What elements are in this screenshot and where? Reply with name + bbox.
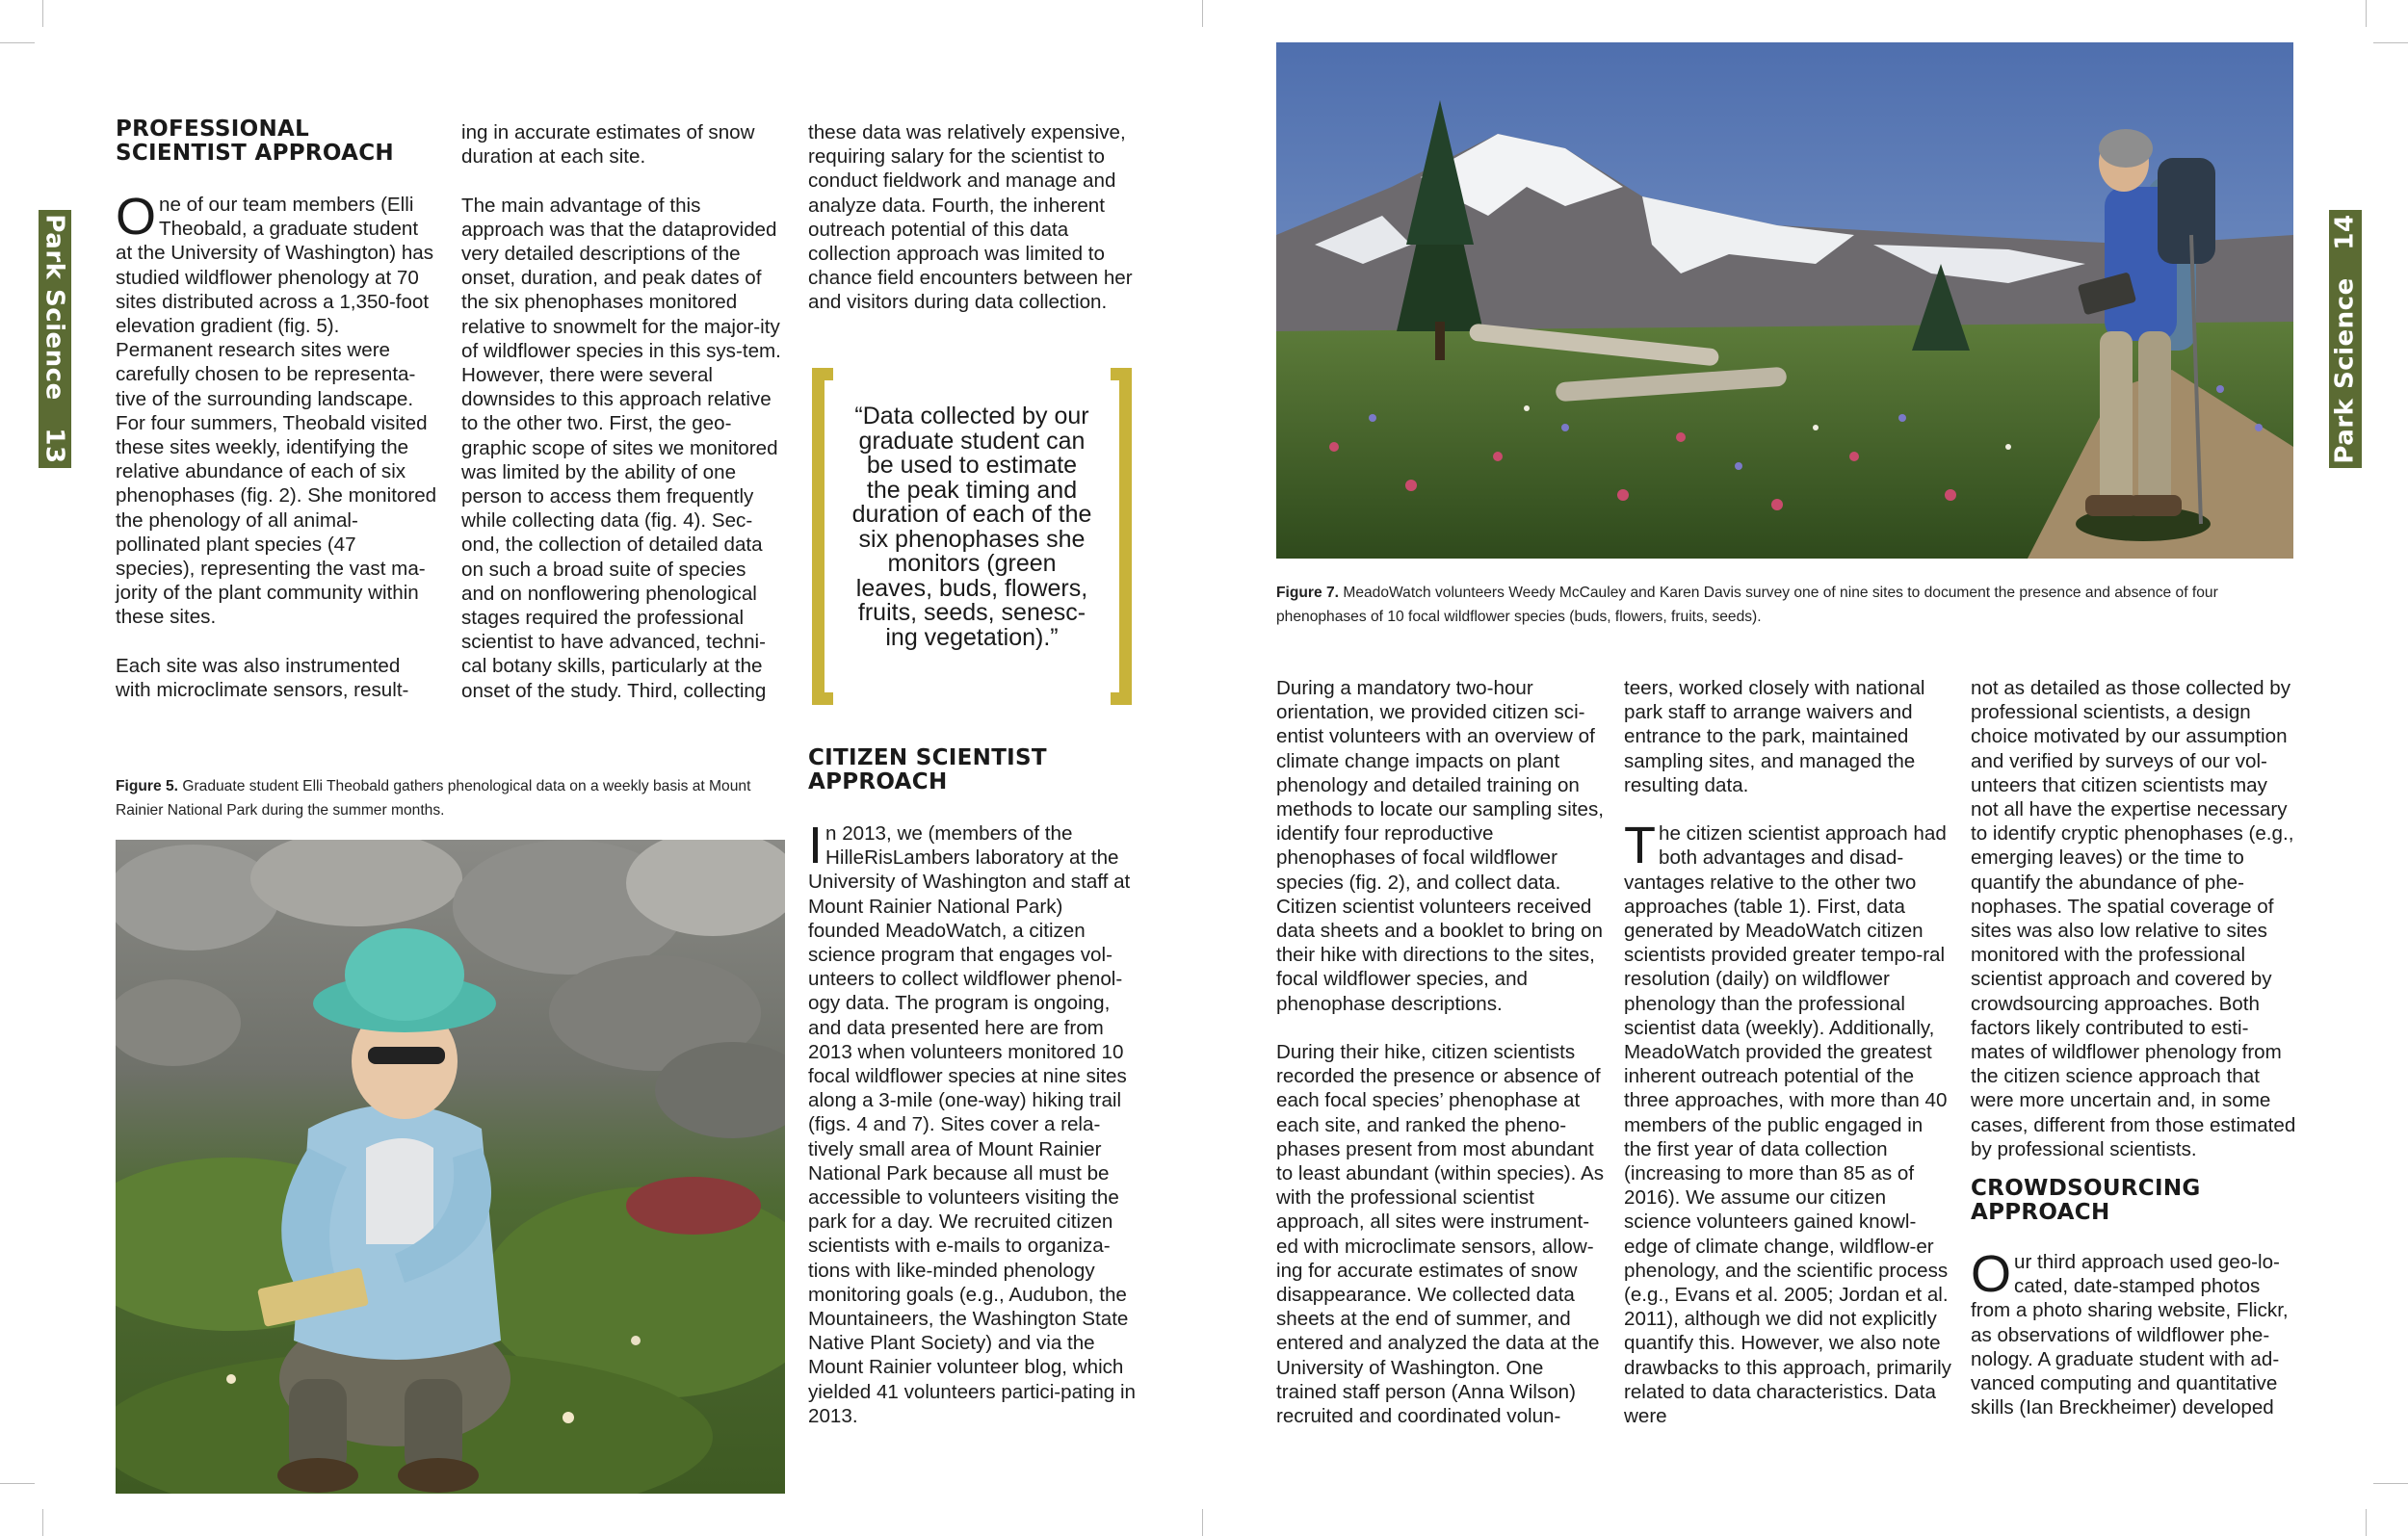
section-heading-crowdsourcing: CROWDSOURCING APPROACH [1971, 1176, 2201, 1226]
paragraph: One of our team members (Elli Theobald, a graduate student at the University of Washington) has studied wildflower phenology at 70 sites distributed across a 1,350-foot elevation gradient (fig. 5). Permanent research sites were carefully chosen to be representa-tive of the surrounding landscape. For four summers, Theobald visited these sites weekly, identifying the relative abundance of each of six phenophases (fig. 2). She monitored the phenology of all animal-pollinated plant species (47 species), representing the vast ma-jority of the plant community within these sites. [116, 188, 437, 629]
drop-cap: T [1624, 817, 1656, 875]
right-column-3 [1971, 676, 2298, 1419]
crop-mark [0, 42, 35, 43]
crop-mark [2373, 1483, 2408, 1484]
crop-mark [2366, 1509, 2367, 1536]
paragraph: ing in accurate estimates of snow duration at each site. [461, 121, 755, 169]
crop-mark [1202, 1509, 1203, 1536]
page-tab-right [2329, 210, 2362, 468]
right-column-1 [1276, 676, 1604, 1428]
page-tab-left [39, 210, 71, 468]
figure-7-photo [1276, 42, 2293, 559]
crop-mark [42, 1509, 43, 1536]
left-column-3 [808, 120, 1136, 315]
page-number: 14 [2331, 214, 2360, 250]
figure-label: Figure 5. [116, 778, 178, 794]
drop-cap: O [116, 188, 157, 246]
paragraph: Each site was also instrumented with microclimate sensors, result- [116, 654, 409, 702]
drop-cap: I [808, 817, 824, 874]
paragraph: In 2013, we (members of the HilleRisLambers laboratory at the University of Washington and staff at Mount Rainier National Park) founded MeadoWatch, a citizen science program that engages vol-unteers to collect wildflower phenol-ogy data. The program is ongoing, and data presented here are from 2013 when volunteers monitored 10 focal wildflower species at nine sites along a 3-mile (one-way) hiking trail (figs. 4 and 7). Sites cover a rela-tively small area of Mount Rainier National Park because all must be accessible to volunteers visiting the park for a day. We recruited citizen scientists with e-mails to organiza-tions with like-minded phenology monitoring goals (e.g., Audubon, the Mountaineers, the Washington State Native Plant Society) and via the Mount Rainier volunteer blog, which yielded 41 volunteers partici-pating in 2013. [808, 817, 1136, 1427]
crop-mark [2366, 0, 2367, 27]
meadow-survey-photo [1276, 42, 2293, 559]
paragraph: teers, worked closely with national park staff to arrange waivers and entrance to the park, maintained sampling sites, and managed the resulting data. [1624, 677, 1925, 796]
figure-5-caption: Figure 5. Graduate student Elli Theobald gathers phenological data on a weekly basis at Mount Rainier National Park during the summer months. [116, 778, 751, 819]
section-heading-citizen: CITIZEN SCIENTIST APPROACH [808, 745, 1047, 794]
paragraph: During a mandatory two-hour orientation, we provided citizen sci-entist volunteers with an overview of climate change impacts on plant phenology and detailed training on methods to locate our sampling sites, identify four reproductive phenophases of focal wildflower species (fig. 2), and collect data. Citizen scientist volunteers received data sheets and a booklet to bring on their hike with directions to the sites, focal wildflower species, and phenophase descriptions. [1276, 677, 1604, 1015]
paragraph: these data was relatively expensive, requiring salary for the scientist to conduct fieldwork and manage and analyze data. Fourth, the inherent outreach potential of this data collection approach was limited to chance field encounters between her and visitors during data collection. [808, 121, 1133, 314]
page-tab-label: Park Science 13 [40, 214, 69, 464]
right-column-2 [1624, 676, 1951, 1428]
crop-mark [0, 1483, 35, 1484]
pull-quote [812, 368, 1132, 705]
page-tab-label: Park Science 14 [2331, 214, 2360, 464]
paragraph: During their hike, citizen scientists recorded the presence or absence of each focal species’ phenophase at each site, and ranked the pheno-phases present from most abundant to least abundant (within species). As with the professional scientist approach, all sites were instrument-ed with microclimate sensors, allow-ing for accurate estimates of snow disappearance. We collected data sheets at the end of summer, and entered and analyzed the data at the University of Washington. One trained staff person (Anna Wilson) recruited and coordinated volun- [1276, 1041, 1604, 1428]
page-number: 13 [40, 428, 69, 464]
left-column-1 [116, 117, 438, 702]
bracket-left [812, 368, 833, 705]
paragraph: Our third approach used geo-lo-cated, date-stamped photos from a photo sharing website, Flickr, as observations of wildflower phe-nology. A graduate student with ad-vanced computing and quantitative skills (Ian Breckheimer) developed [1971, 1245, 2289, 1419]
crop-mark [2373, 42, 2408, 43]
left-column-3-lower [808, 746, 1136, 1428]
crop-mark [42, 0, 43, 27]
bracket-right [1111, 368, 1132, 705]
figure-label: Figure 7. [1276, 585, 1339, 601]
scientist-field-photo [116, 840, 785, 1494]
drop-cap: O [1971, 1245, 2012, 1304]
pull-quote-text: “Data collected by our graduate student can be used to estimate the peak timing and duration of each of the six phenophases she monitors (green leaves, buds, flowers, fruits, seeds, senesc-ing vegetation).” [851, 403, 1092, 651]
paragraph: The main advantage of this approach was that the dataprovided very detailed descriptions of the onset, duration, and peak dates of the six phenophases monitored relative to snowmelt for the major-ity of wildflower species in this sys-tem. However, there were several downsides to this approach relative to the other two. First, the geo-graphic scope of sites we monitored was limited by the ability of one person to access them frequently while collecting data (fig. 4). Sec-ond, the collection of detailed data on such a broad suite of species and on nonflowering phenological stages required the professional scientist to have advanced, techni-cal botany skills, particularly at the onset of the study. Third, collecting [461, 194, 781, 702]
figure-5-photo [116, 840, 785, 1494]
crop-mark [1202, 0, 1203, 27]
paragraph: not as detailed as those collected by professional scientists, a design choice motivated by our assumption and verified by surveys of our vol-unteers that citizen scientists may not all have the expertise necessary to identify cryptic phenophases (e.g., emerging leaves) or the time to quantify the abundance of phe-nophases. The spatial coverage of sites was also low relative to sites monitored with the professional scientist approach and covered by crowdsourcing approaches. Both factors likely contributed to esti-mates of wildflower phenology from the citizen science approach that were more uncertain and, in some cases, different from those estimated by professional scientists. [1971, 677, 2296, 1160]
left-column-2 [461, 120, 784, 703]
figure-7-caption: Figure 7. MeadoWatch volunteers Weedy McCauley and Karen Davis survey one of nine sites to document the presence and absence of four phenophases of 10 focal wildflower species (buds, flowers, fruits, seeds). [1276, 585, 2218, 625]
paragraph: The citizen scientist approach had both advantages and disad-vantages relative to the other two approaches (table 1). First, data generated by MeadoWatch citizen scientists provided greater tempo-ral resolution (daily) on wildflower phenology than the professional scientist data (weekly). Additionally, MeadoWatch provided the greatest inherent outreach potential of the three approaches, with more than 40 members of the public engaged in the first year of data collection (increasing to more than 85 as of 2016). We assume our citizen science volunteers gained knowl-edge of climate change, wildflow-er phenology, and the scientific process (e.g., Evans et al. 2005; Jordan et al. 2011), although we did not explicitly quantify this. However, we also note drawbacks to this approach, primarily related to data characteristics. Data were [1624, 817, 1951, 1428]
section-heading-professional: PROFESSIONAL SCIENTIST APPROACH [116, 117, 394, 166]
